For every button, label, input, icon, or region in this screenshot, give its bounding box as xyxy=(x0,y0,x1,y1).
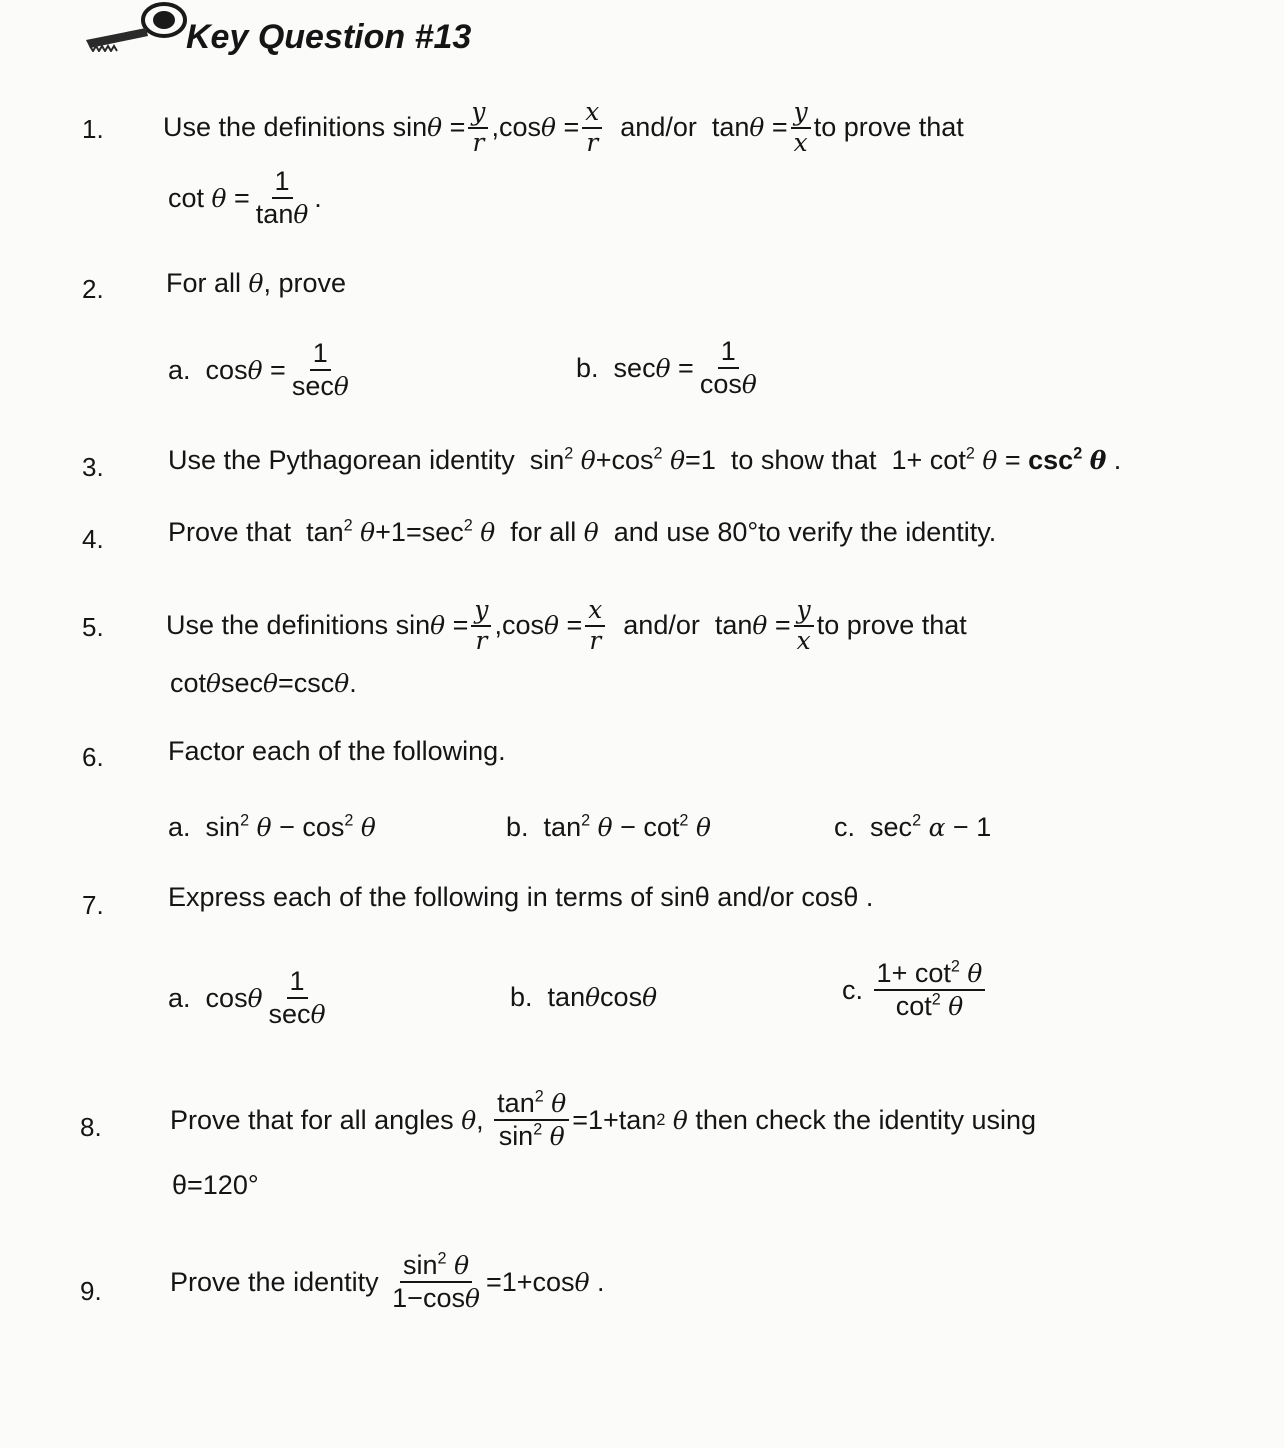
fraction-y-over-r: $\frac{y}{r}$ xyxy=(468,98,488,157)
q1-intro: Use the definitions xyxy=(163,112,386,143)
question-7b: b. tanθcosθ xyxy=(510,982,658,1012)
question-6c: c. $\sec^2 \alpha - 1$ xyxy=(834,811,992,842)
question-5-line1: Use the definitions sin θ = $\frac{y}{r}$ , cos θ = $\frac{x}{r}$ and/or tan θ = $\frac{y}{x}$ to prove that xyxy=(166,595,967,655)
question-6a: a. $\sin^2 \theta - \cos^2 \theta$ xyxy=(168,811,376,842)
question-8-check-value: θ=120° xyxy=(172,1170,259,1200)
question-3-number: 3. xyxy=(82,452,104,482)
question-9-number: 9. xyxy=(80,1276,102,1306)
question-5-formula: cotθsecθ=cscθ. xyxy=(170,668,357,698)
question-7c: c. $\frac{1+ \cot^2 \theta}{\cot^2 \theta}$ xyxy=(842,958,988,1022)
page-title: Key Question #13 xyxy=(186,18,472,56)
question-8-number: 8. xyxy=(80,1112,102,1142)
fraction-x-over-r: $\frac{x}{r}$ xyxy=(582,98,602,157)
question-4-text: Prove that $\tan^2 \theta+1=\sec^2$ θ for all θ and use 80°to verify the identity. xyxy=(168,516,997,547)
question-1-number: 1. xyxy=(82,114,104,144)
question-7-number: 7. xyxy=(82,890,104,920)
question-3-text: Use the Pythagorean identity $\sin^2 \theta+\cos^2$ θ=1 to show that $1+ \cot^2 \theta = \csc^2 \theta$ . xyxy=(168,444,1122,475)
question-9-line1: Prove the identity $\frac{\sin^2 \theta}{1-\cos\theta}$ = 1 + cos θ . xyxy=(170,1249,605,1314)
fraction-y-over-x: $\frac{y}{x}$ xyxy=(791,98,811,157)
question-1-line1: Use the definitions sin θ = $\frac{y}{r}$ , cos θ = $\frac{x}{r}$ and/or tan θ = $\frac{y}{x}$ to prove that xyxy=(163,97,964,157)
question-2-text: For all θ, prove xyxy=(166,268,347,298)
question-2b: b. sec θ = $\frac{1}{\cos\theta}$ xyxy=(576,336,757,400)
question-1-formula: cot θ = $\frac{1}{\tan\theta}$ . xyxy=(168,166,322,230)
question-6-text: Factor each of the following. xyxy=(168,736,506,766)
question-5-number: 5. xyxy=(82,612,104,642)
question-8-line1: Prove that for all angles θ , $\frac{\tan^2 \theta}{\sin^2 \theta}$ = 1 + tan 2 θ then check the identity using xyxy=(170,1087,1037,1152)
question-6b: b. $\tan^2 \theta - \cot^2 \theta$ xyxy=(506,811,711,842)
question-2a: a. cos θ = $\frac{1}{\sec\theta}$ xyxy=(168,338,349,402)
key-icon xyxy=(82,0,192,57)
question-2-number: 2. xyxy=(82,274,104,304)
question-7-text: Express each of the following in terms of sinθ and/or cosθ . xyxy=(168,882,874,912)
question-4-number: 4. xyxy=(82,524,104,554)
question-6-number: 6. xyxy=(82,742,104,772)
question-7a: a. cos θ $\frac{1}{\sec\theta}$ xyxy=(168,966,326,1030)
